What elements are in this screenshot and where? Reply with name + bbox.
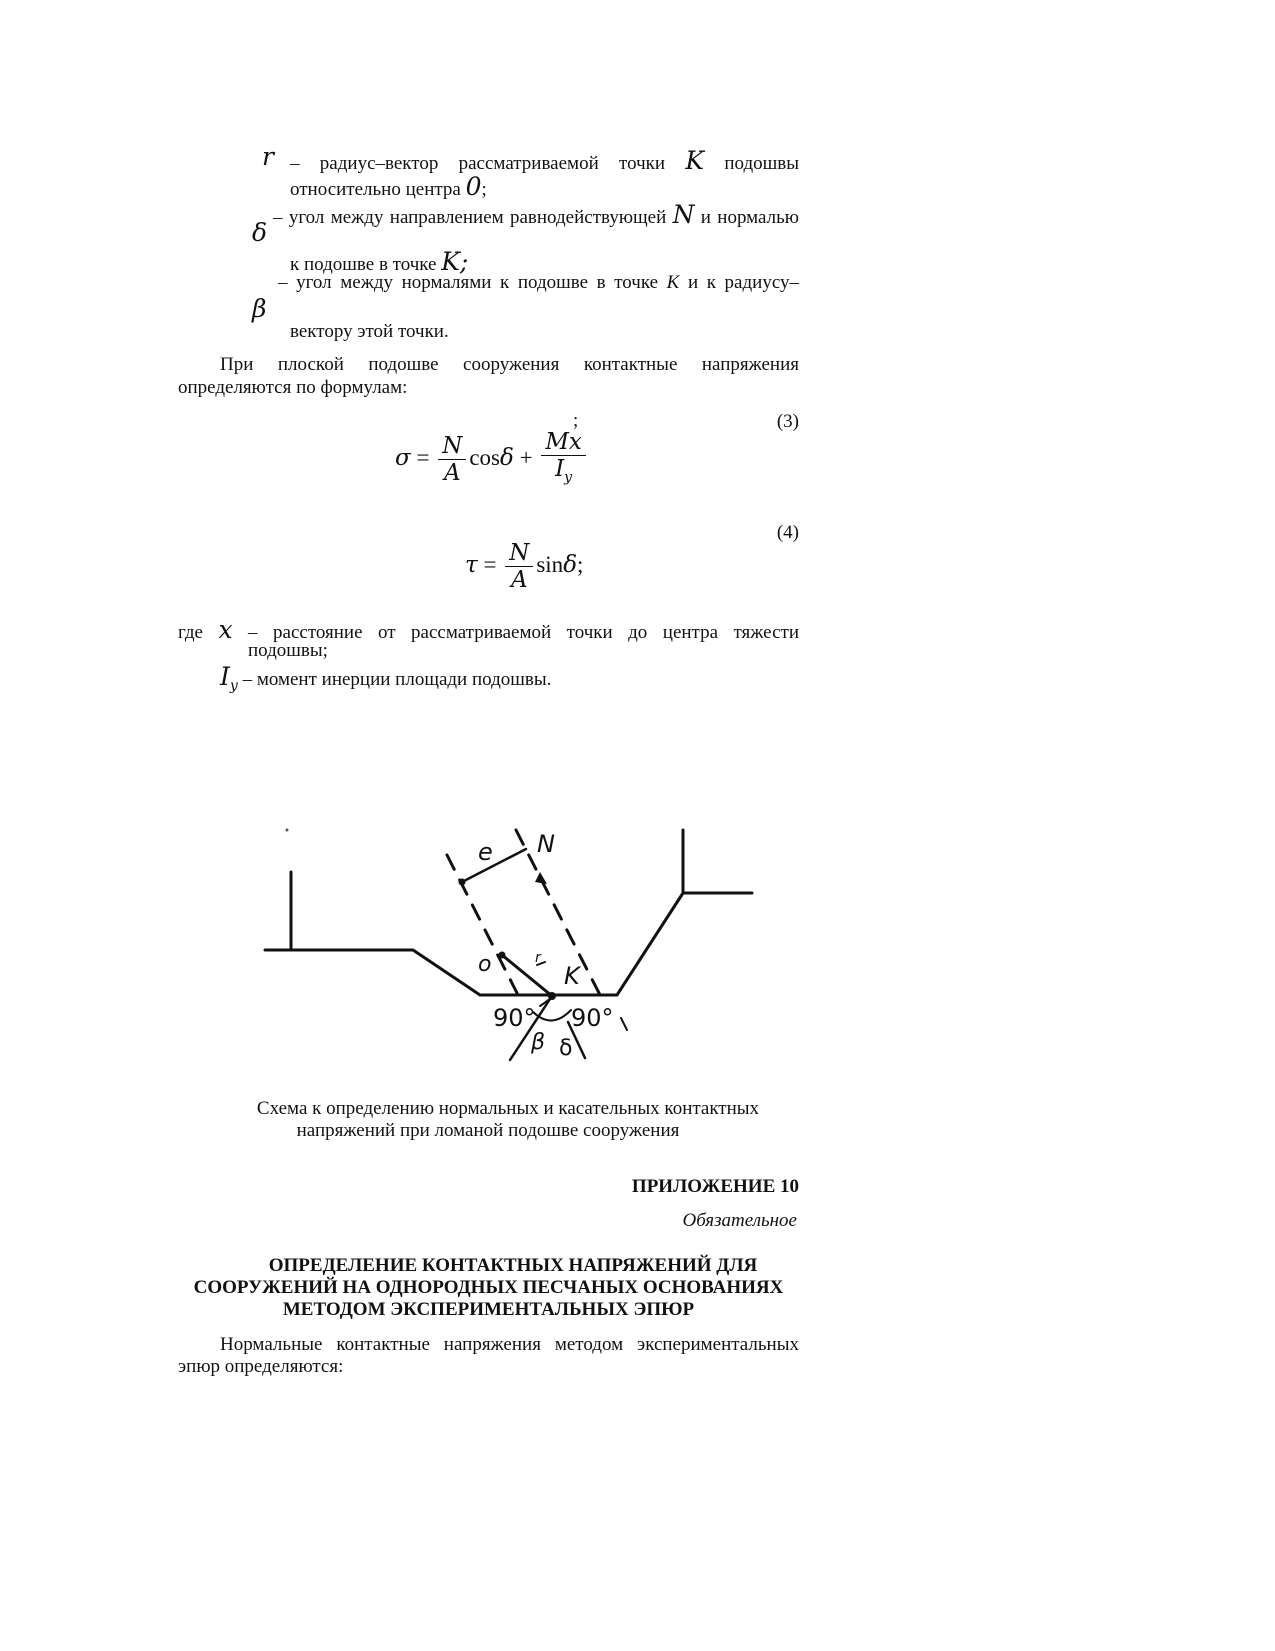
where-gde: где: [178, 622, 203, 643]
where-iy-text: – момент инерции площади подошвы.: [242, 669, 552, 690]
appendix-body-line1: Нормальные контактные напряжения методом экспериментальных: [220, 1334, 799, 1355]
appendix-title: ПРИЛОЖЕНИЕ 10: [631, 1176, 799, 1197]
intro-line1: При плоской подошве сооружения контактные напряжения: [220, 354, 799, 375]
r-def-line2-text: относительно центра: [290, 179, 461, 200]
delta-def-line2-text: к подошве в точке: [290, 254, 437, 275]
figure-label-e: e: [478, 838, 493, 866]
appendix-heading-line2: СООРУЖЕНИЙ НА ОДНОРОДНЫХ ПЕСЧАНЫХ ОСНОВАНИЯХ: [193, 1277, 784, 1298]
formula-3-iy-sub: y: [564, 469, 573, 486]
beta-definition-line2: вектору этой точки.: [290, 321, 449, 342]
formula-4: [465, 541, 583, 592]
beta-def-text1: – угол между нормалями к подошве в точке: [278, 272, 659, 293]
r-def-text2: подошвы: [724, 153, 799, 174]
figure-label-delta: δ: [559, 1036, 573, 1061]
delta-def-point: K;: [441, 247, 469, 276]
formula-3-delta: δ: [499, 445, 514, 472]
formula-3-a: A: [443, 460, 461, 487]
figure-caption-line2: напряжений при ломаной подошве сооружения: [296, 1120, 680, 1141]
appendix-status: Обязательное: [682, 1210, 797, 1231]
formula-3-plus: +: [519, 445, 533, 471]
appendix-body-line2: эпюр определяются:: [178, 1356, 344, 1377]
formula-3-n: N: [438, 434, 466, 460]
formula-3: [395, 430, 589, 490]
formula-3-eq: =: [416, 445, 430, 471]
where-x-symbol: x: [218, 615, 233, 644]
where-iy-line: [220, 662, 551, 694]
formula-3-iy: I: [555, 456, 565, 482]
r-definition-line2: [290, 172, 487, 201]
figure-label-n: N: [537, 830, 555, 858]
r-def-center: 0: [465, 172, 482, 201]
formula-3-fraction-mx-iy: [541, 430, 586, 490]
figure-label-beta: β: [531, 1030, 546, 1055]
beta-def-text2: и к радиусу–: [687, 272, 800, 293]
formula-4-number: (4): [776, 522, 799, 543]
delta-def-force: N: [672, 200, 695, 229]
appendix-heading-line1: ОПРЕДЕЛЕНИЕ КОНТАКТНЫХ НАПРЯЖЕНИЙ ДЛЯ: [268, 1255, 758, 1276]
beta-definition-line1: [278, 272, 799, 294]
figure-label-k: K: [564, 962, 580, 990]
figure-label-90-left: 90°: [493, 1004, 536, 1032]
formula-4-sin: sin: [536, 551, 564, 577]
delta-definition-line1: [273, 200, 799, 229]
foundation-diagram: [250, 815, 770, 1075]
formula-4-semicolon: ;: [577, 551, 584, 577]
formula-4-eq: =: [483, 551, 497, 577]
delta-symbol: δ: [252, 218, 268, 247]
beta-symbol: β: [252, 294, 267, 323]
delta-def-text2: и нормалью: [700, 207, 800, 228]
figure-caption-line1: Схема к определению нормальных и касательных контактных: [256, 1098, 760, 1119]
formula-3-semicolon: ;: [573, 410, 579, 431]
where-iy-sub: y: [229, 677, 238, 694]
figure-label-o: o: [478, 952, 492, 977]
r-def-text1: – радиус–вектор рассматриваемой точки: [290, 153, 666, 174]
where-x-line2: подошвы;: [248, 640, 328, 661]
formula-3-sigma: σ: [395, 445, 411, 472]
where-x-text: – расстояние от рассматриваемой точки до центра тяжести: [248, 622, 799, 643]
intro-line2: определяются по формулам:: [178, 377, 408, 398]
beta-def-point: K: [666, 272, 680, 293]
figure-label-r: r: [535, 950, 541, 966]
delta-def-text1: – угол между направлением равнодействующей: [273, 207, 667, 228]
formula-3-fraction-n-a: [438, 434, 466, 485]
formula-4-a: A: [510, 567, 528, 593]
formula-4-fraction-n-a: [505, 541, 533, 592]
r-definition-line1: [290, 146, 799, 175]
appendix-heading-line3: МЕТОДОМ ЭКСПЕРИМЕНТАЛЬНЫХ ЭПЮР: [282, 1299, 695, 1320]
where-iy-symbol: I: [220, 662, 230, 691]
formula-4-tau: τ: [465, 551, 478, 578]
formula-4-n: N: [505, 541, 533, 567]
formula-3-mx: Mx: [541, 430, 586, 456]
formula-4-delta: δ: [563, 551, 578, 578]
formula-3-cos: cos: [469, 445, 500, 471]
r-symbol: r: [262, 142, 274, 171]
r-def-point: K: [685, 146, 705, 175]
formula-3-iy-wrap: [555, 456, 572, 490]
formula-3-number: (3): [776, 411, 799, 432]
r-def-line2-end: ;: [481, 179, 487, 200]
figure-label-90-right: 90°: [571, 1004, 614, 1032]
